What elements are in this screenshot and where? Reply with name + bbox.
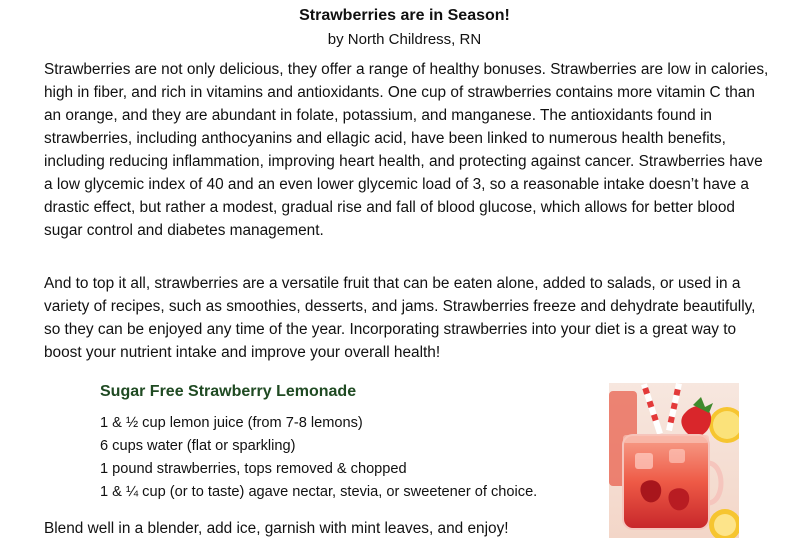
ingredient-item: 1 & ¼ cup (or to taste) agave nectar, stevia, or sweetener of choice. bbox=[100, 484, 538, 500]
recipe-instructions: Blend well in a blender, add ice, garnish with mint leaves, and enjoy! bbox=[44, 520, 509, 537]
ingredient-item: 1 pound strawberries, tops removed & chopped bbox=[100, 461, 407, 477]
ingredient-item: 6 cups water (flat or sparkling) bbox=[100, 438, 296, 454]
article-paragraph: Strawberries are not only delicious, they offer a range of healthy bonuses. Strawberries are low in calories, high in fiber, and rich in vitamins and antioxidants. One cup of strawberries contains more vitamin C than an orange, and they are abundant in folate, potassium, and manganese. The antioxidants found in strawberries, including anthocyanins and ellagic acid, have been linked to numerous health benefits, including reducing inflammation, improving heart health, and protecting against cancer. Strawberries have a low glycemic index of 40 and an even lower glycemic load of 3, so a reasonable intake doesn’t have a drastic effect, but rather a modest, gradual rise and fall of blood glucose, which allows for better blood sugar control and diabetes management. bbox=[44, 61, 769, 239]
article-paragraph: And to top it all, strawberries are a versatile fruit that can be eaten alone, added to salads, or used in a variety of recipes, such as smoothies, desserts, and jams. Strawberries freeze and dehydrate beautifully, so they can be enjoyed any time of the year. Incorporating strawberries into your diet is a great way to boost your nutrient intake and improve your overall health! bbox=[44, 275, 756, 361]
ingredient-item: 1 & ½ cup lemon juice (from 7-8 lemons) bbox=[100, 415, 363, 431]
recipe-title: Sugar Free Strawberry Lemonade bbox=[100, 383, 357, 400]
article-title: Strawberries are in Season! bbox=[299, 7, 510, 24]
ingredient-list bbox=[100, 412, 537, 504]
article-byline: by North Childress, RN bbox=[327, 31, 482, 48]
lemonade-photo bbox=[609, 383, 739, 538]
